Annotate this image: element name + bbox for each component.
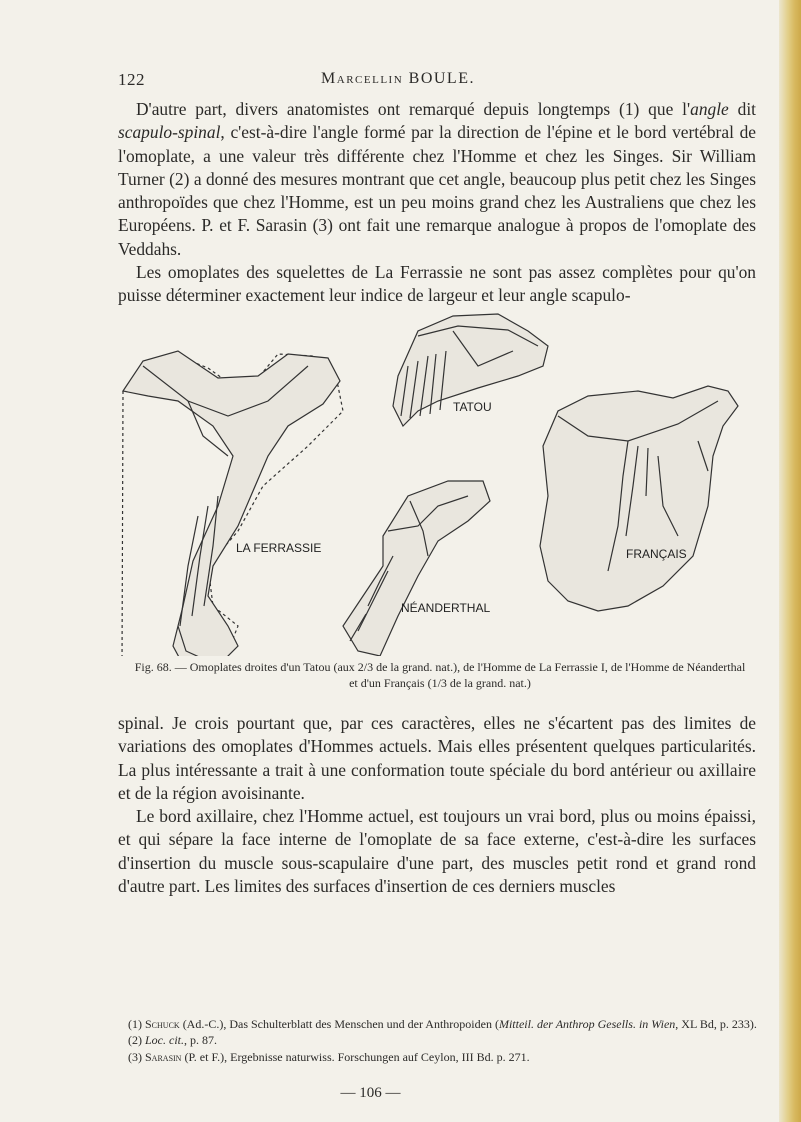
francais-scapula xyxy=(540,386,738,611)
figure-caption: Fig. 68. — Omoplates droites d'un Tatou (aux 2/3 de la grand. nat.), de l'Homme de La Ferrassie I, de l'Homme de Néanderthal et d'un Français (1/3 de la grand. nat.) xyxy=(134,660,746,690)
label-francais: FRANÇAIS xyxy=(626,547,687,561)
label-la-ferrassie: LA FERRASSIE xyxy=(236,541,322,555)
label-tatou: TATOU xyxy=(453,400,492,414)
footnotes xyxy=(118,1016,758,1065)
label-neanderthal: NÉANDERTHAL xyxy=(401,601,491,615)
author-last-name: BOULE. xyxy=(408,70,475,87)
footnote: (3) Sarasin (P. et F.), Ergebnisse naturwiss. Forschungen auf Ceylon, III Bd. p. 271. xyxy=(128,1049,530,1064)
body-text-top xyxy=(118,98,756,308)
paragraph: Les omoplates des squelettes de La Ferrassie ne sont pas assez complètes pour qu'on puisse déterminer exactement leur indice de largeur et leur angle scapulo- xyxy=(118,262,756,306)
footnote: (2) Loc. cit., p. 87. xyxy=(128,1033,217,1048)
running-title xyxy=(118,70,678,88)
footnote: (1) Schuck (Ad.-C.), Das Schulterblatt des Menschen und der Anthropoiden (Mitteil. der Anthrop Gesells. in Wien, XL Bd, p. 233). xyxy=(128,1017,757,1031)
page-edge xyxy=(779,0,801,1122)
paragraph: spinal. Je crois pourtant que, par ces caractères, elles ne s'écartent pas des limites de variations des omoplates d'Hommes actuels. Mais elles présentent quelques particularités. La plus intéressante a trait à une conformation toute spéciale du bord antérieur ou axillaire et de la région avoisinante. xyxy=(118,713,756,803)
paragraph: Le bord axillaire, chez l'Homme actuel, est toujours un vrai bord, plus ou moins épaissi, et qui sépare la face interne de l'omoplate de sa face externe, c'est-à-dire les surfaces d'insertion du muscle sous-scapulaire d'une part, des muscles petit rond et grand rond d'autre part. Les limites des surfaces d'insertion de ces derniers muscles xyxy=(118,806,756,897)
page-number: 122 xyxy=(118,70,145,89)
ferrassie-scapula xyxy=(122,351,343,656)
body-text-bottom xyxy=(118,712,756,898)
scapula-illustration xyxy=(118,306,758,656)
neanderthal-scapula xyxy=(343,481,490,656)
paragraph: D'autre part, divers anatomistes ont remarqué depuis longtemps (1) que l'angle dit scapulo-spinal, c'est-à-dire l'angle formé par la direction de l'épine et le bord vertébral de l'omoplate, a une valeur très différente chez l'Homme et chez les Singes. Sir William Turner (2) a donné des mesures montrant que cet angle, beaucoup plus petit chez les Singes anthropoïdes que chez l'Homme, est un peu moins grand chez les Australiens que chez les Européens. P. et F. Sarasin (3) ont fait une remarque analogue à propos de l'omoplate des Veddahs. xyxy=(118,99,756,259)
author-first-name: Marcellin xyxy=(321,70,404,87)
footer-page-number: — 106 — xyxy=(340,1085,401,1101)
scapula-figure xyxy=(118,306,758,656)
running-header xyxy=(118,70,678,92)
